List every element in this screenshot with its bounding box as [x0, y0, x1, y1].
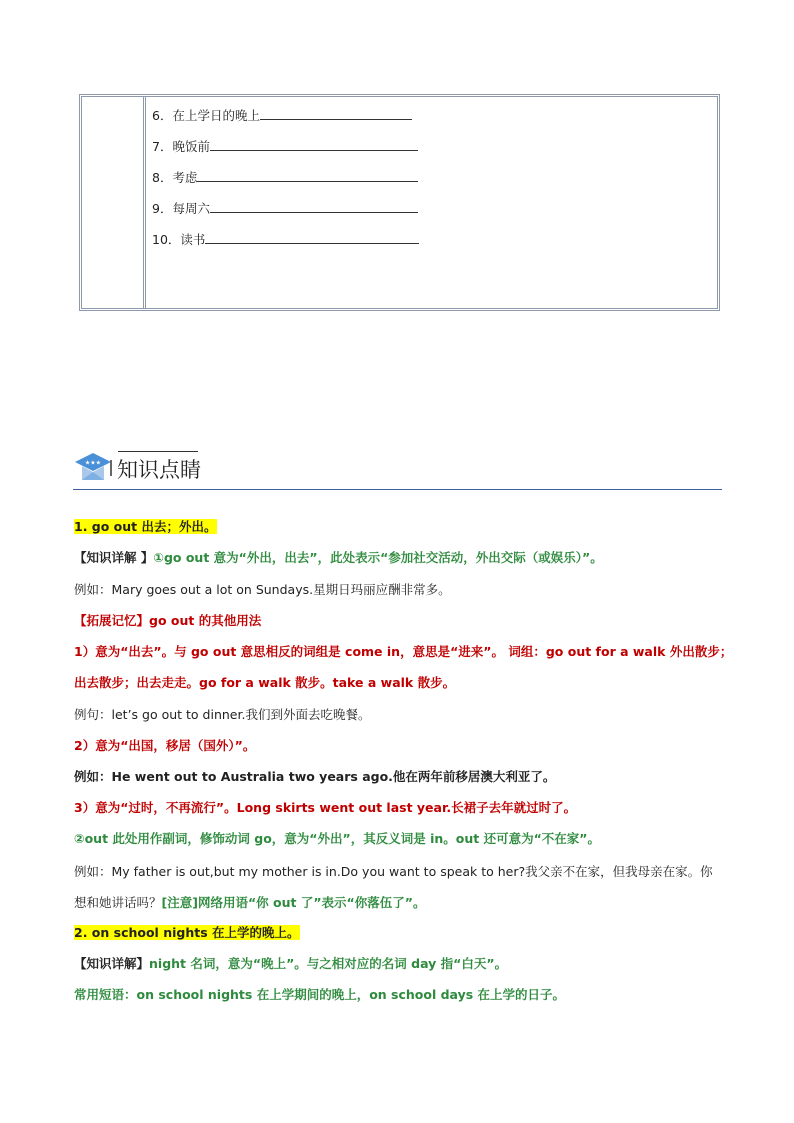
- usage-1-line: 1）意为“出去”。与 go out 意思相反的词组是 come in，意思是“进来”。 词组：go out for a walk 外出散步；: [74, 644, 733, 659]
- row-text: 每周六: [172, 201, 210, 216]
- table-row: [152, 136, 418, 156]
- detail-line: [74, 548, 603, 568]
- answer-blank[interactable]: [210, 136, 418, 151]
- header-top-line: [118, 451, 198, 452]
- answer-blank[interactable]: [197, 167, 418, 182]
- graduation-cap-icon: [73, 450, 113, 486]
- answer-blank[interactable]: [205, 229, 419, 244]
- example-sentence: 例句：let’s go out to dinner.我们到外面去吃晚餐。: [74, 707, 371, 722]
- table-row: [152, 105, 412, 125]
- detail-line-2: [74, 954, 507, 974]
- row-number: 10．: [152, 232, 181, 247]
- usage-2-example: 例如：He went out to Australia two years ago.他在两年前移居澳大利亚了。: [74, 769, 556, 784]
- row-text: 在上学日的晚上: [172, 108, 260, 123]
- detail-text: ①go out 意为“外出，出去”，此处表示“参加社交活动，外出交际（或娱乐）”。: [153, 550, 603, 565]
- heading-1: [74, 517, 217, 537]
- expand-memory-line: [74, 611, 261, 631]
- svg-text:★★★: ★★★: [84, 459, 102, 467]
- heading-2-text: 2. on school nights 在上学的晚上。: [74, 925, 300, 940]
- note-text: [注意]网络用语“你 out 了”表示“你落伍了”。: [161, 895, 426, 910]
- usage-3-line: 3）意为“过时，不再流行”。Long skirts went out last year.长裙子去年就过时了。: [74, 800, 577, 815]
- usage-1-cont: 出去散步；出去走走。go for a walk 散步。take a walk 散步。: [74, 675, 456, 690]
- vocab-table: [79, 94, 720, 311]
- detail-label: 【知识详解 】: [74, 550, 154, 565]
- usage-2-line: 2）意为“出国，移居（国外）”。: [74, 738, 256, 753]
- row-number: 6．: [152, 108, 173, 123]
- row-text: 读书: [180, 232, 206, 247]
- example-line: 例如：Mary goes out a lot on Sundays.星期日玛丽应酬非常多。: [74, 582, 451, 597]
- adverb-line: ②out 此处用作副词，修饰动词 go，意为“外出”，其反义词是 in。out 还可意为“不在家”。: [74, 831, 600, 846]
- detail-label-2: 【知识详解】: [74, 956, 150, 971]
- table-divider: [143, 97, 146, 308]
- table-row: [152, 198, 418, 218]
- row-number: 8．: [152, 170, 173, 185]
- section-rule: [73, 489, 722, 490]
- row-text: 考虑: [172, 170, 198, 185]
- example-paragraph-text: 例如：My father is out,but my mother is in.Do you want to speak to her?我父亲不在家，但我母亲在家。你想和她讲话吗？: [74, 864, 713, 910]
- detail-text-2: night 名词，意为“晚上”。与之相对应的名词 day 指“白天”。: [149, 956, 508, 971]
- row-number: 9．: [152, 201, 173, 216]
- row-number: 7．: [152, 139, 173, 154]
- expand-label: 【拓展记忆】: [74, 613, 150, 628]
- header-tick: [110, 460, 112, 476]
- section-title: 知识点睛: [117, 458, 201, 482]
- heading-2: [74, 923, 300, 943]
- table-row: [152, 167, 418, 187]
- expand-text: go out 的其他用法: [149, 613, 262, 628]
- example-paragraph: [74, 856, 724, 918]
- row-text: 晚饭前: [172, 139, 210, 154]
- heading-1-text: 1. go out 出去；外出。: [74, 519, 217, 534]
- phrase-line: 常用短语：on school nights 在上学期间的晚上，on school days 在上学的日子。: [74, 987, 566, 1002]
- answer-blank[interactable]: [210, 198, 418, 213]
- table-row: [152, 229, 419, 249]
- answer-blank[interactable]: [260, 105, 412, 120]
